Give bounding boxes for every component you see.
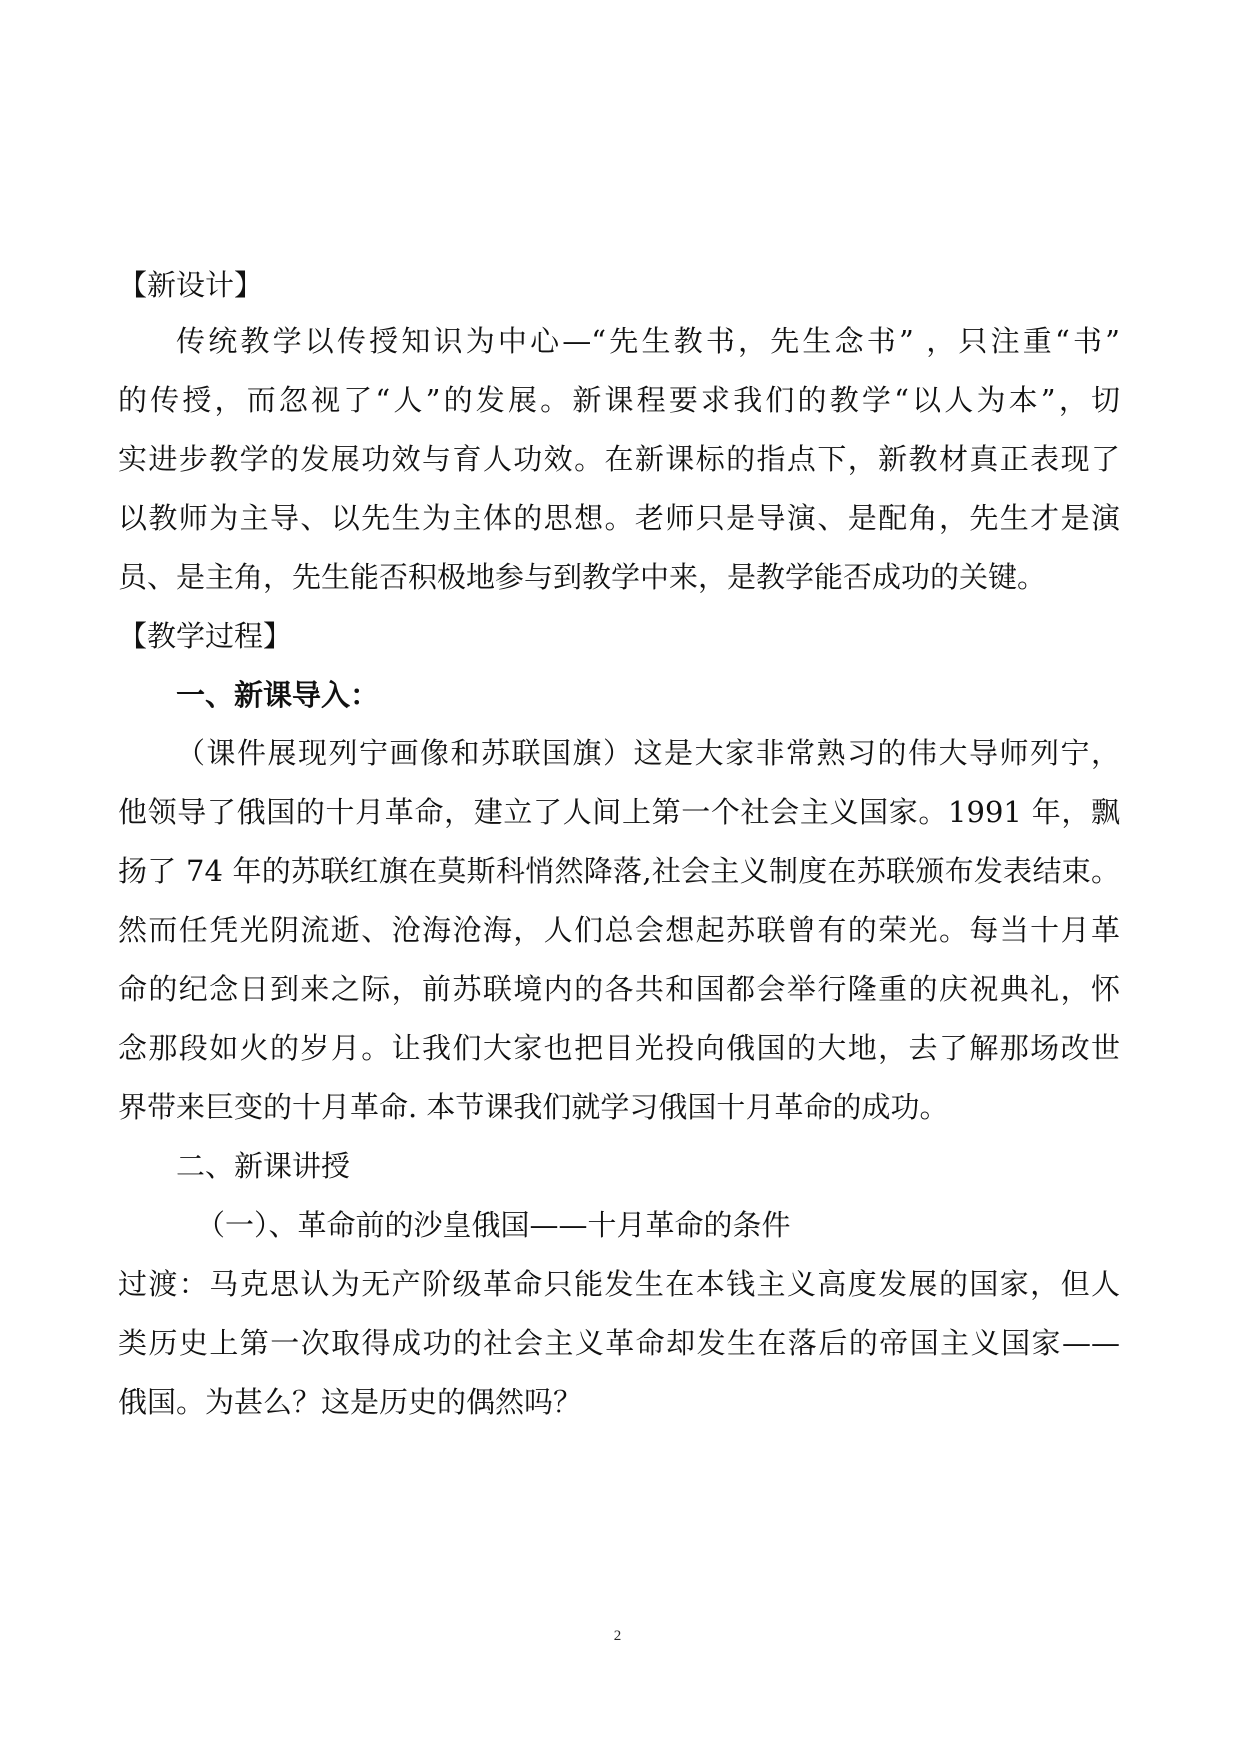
paragraph-line: 界带来巨变的十月革命. 本节课我们就学习俄国十月革命的成功。 [118,1090,949,1124]
paragraph-line: 他领导了俄国的十月革命，建立了人间上第一个社会主义国家。1991 年，飘 [118,795,1120,829]
paragraph-line: （课件展现列宁画像和苏联国旗）这是大家非常熟习的伟大导师列宁， [176,736,1120,770]
section-two-title: 二、新课讲授 [176,1149,351,1183]
paragraph-line: 过渡：马克思认为无产阶级革命只能发生在本钱主义高度发展的国家，但人 [118,1267,1120,1301]
paragraph-line: 俄国。为甚么？这是历史的偶然吗？ [118,1385,583,1419]
paragraph-line: 传统教学以传授知识为中心—“先生教书，先生念书” ，只注重“书” [176,324,1120,358]
paragraph-line: 念那段如火的岁月。让我们大家也把目光投向俄国的大地，去了解那场改世 [118,1031,1120,1065]
paragraph-line: 实进步教学的发展功效与育人功效。在新课标的指点下，新教材真正表现了 [118,442,1120,476]
page-number: 2 [613,1628,622,1644]
paragraph-line: 的传授，而忽视了“人”的发展。新课程要求我们的教学“以人为本”，切 [118,383,1120,417]
paragraph-line: 员、是主角，先生能否积极地参与到教学中来，是教学能否成功的关键。 [118,560,1047,594]
paragraph-line: 类历史上第一次取得成功的社会主义革命却发生在落后的帝国主义国家—— [118,1326,1120,1360]
heading-new-design: 【新设计】 [118,268,264,302]
heading-teaching-process: 【教学过程】 [118,619,293,653]
paragraph-line: 命的纪念日到来之际，前苏联境内的各共和国都会举行隆重的庆祝典礼，怀 [118,972,1120,1006]
section-one-title: 一、新课导入： [176,678,380,712]
paragraph-line: 然而任凭光阴流逝、沧海沧海，人们总会想起苏联曾有的荣光。每当十月革 [118,913,1120,947]
paragraph-line: 以教师为主导、以先生为主体的思想。老师只是导演、是配角，先生才是演 [118,501,1120,535]
subsection-one-title: （一）、革命前的沙皇俄国——十月革命的条件 [196,1208,791,1242]
paragraph-line: 扬了 74 年的苏联红旗在莫斯科悄然降落,社会主义制度在苏联颁布发表结束。 [118,854,1120,888]
